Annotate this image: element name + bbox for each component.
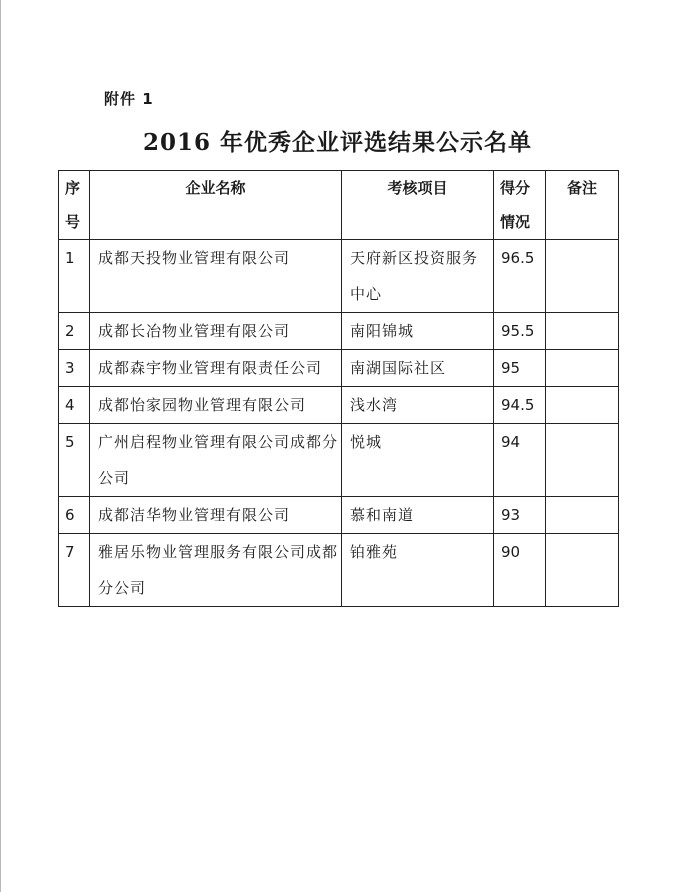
document-title: 2016 年优秀企业评选结果公示名单 xyxy=(142,129,533,156)
row-seq: 4 xyxy=(59,387,90,424)
row-company: 成都长冶物业管理有限公司 xyxy=(90,313,342,350)
row-project: 悦城 xyxy=(342,424,494,497)
row-remark xyxy=(546,534,619,607)
row-company: 成都怡家园物业管理有限公司 xyxy=(90,387,342,424)
row-project: 南阳锦城 xyxy=(342,313,494,350)
table-row xyxy=(59,534,619,607)
results-table xyxy=(58,170,619,607)
row-seq: 2 xyxy=(59,313,90,350)
row-project: 慕和南道 xyxy=(342,497,494,534)
row-remark xyxy=(546,240,619,313)
row-score: 95 xyxy=(494,350,546,387)
row-seq: 1 xyxy=(59,240,90,313)
table-row xyxy=(59,313,619,350)
table-row xyxy=(59,497,619,534)
header-company: 企业名称 xyxy=(90,171,342,240)
header-score: 得分情况 xyxy=(494,171,546,240)
row-seq: 3 xyxy=(59,350,90,387)
row-company: 雅居乐物业管理服务有限公司成都分公司 xyxy=(90,534,342,607)
row-project: 铂雅苑 xyxy=(342,534,494,607)
row-company: 广州启程物业管理有限公司成都分公司 xyxy=(90,424,342,497)
row-score: 93 xyxy=(494,497,546,534)
row-score: 94.5 xyxy=(494,387,546,424)
row-company: 成都洁华物业管理有限公司 xyxy=(90,497,342,534)
row-company: 成都天投物业管理有限公司 xyxy=(90,240,342,313)
header-project: 考核项目 xyxy=(342,171,494,240)
table-row xyxy=(59,424,619,497)
row-remark xyxy=(546,497,619,534)
row-project: 南湖国际社区 xyxy=(342,350,494,387)
row-project: 天府新区投资服务中心 xyxy=(342,240,494,313)
table-row xyxy=(59,350,619,387)
table-header-row xyxy=(59,171,619,240)
row-seq: 6 xyxy=(59,497,90,534)
row-score: 95.5 xyxy=(494,313,546,350)
row-score: 90 xyxy=(494,534,546,607)
row-remark xyxy=(546,350,619,387)
header-seq: 序号 xyxy=(59,171,90,240)
row-score: 94 xyxy=(494,424,546,497)
row-company: 成都森宇物业管理有限责任公司 xyxy=(90,350,342,387)
row-seq: 7 xyxy=(59,534,90,607)
row-remark xyxy=(546,424,619,497)
table-row xyxy=(59,240,619,313)
row-project: 浅水湾 xyxy=(342,387,494,424)
row-seq: 5 xyxy=(59,424,90,497)
table-row xyxy=(59,387,619,424)
row-score: 96.5 xyxy=(494,240,546,313)
header-remark: 备注 xyxy=(546,171,619,240)
attachment-label: 附件 1 xyxy=(104,90,154,108)
row-remark xyxy=(546,313,619,350)
row-remark xyxy=(546,387,619,424)
